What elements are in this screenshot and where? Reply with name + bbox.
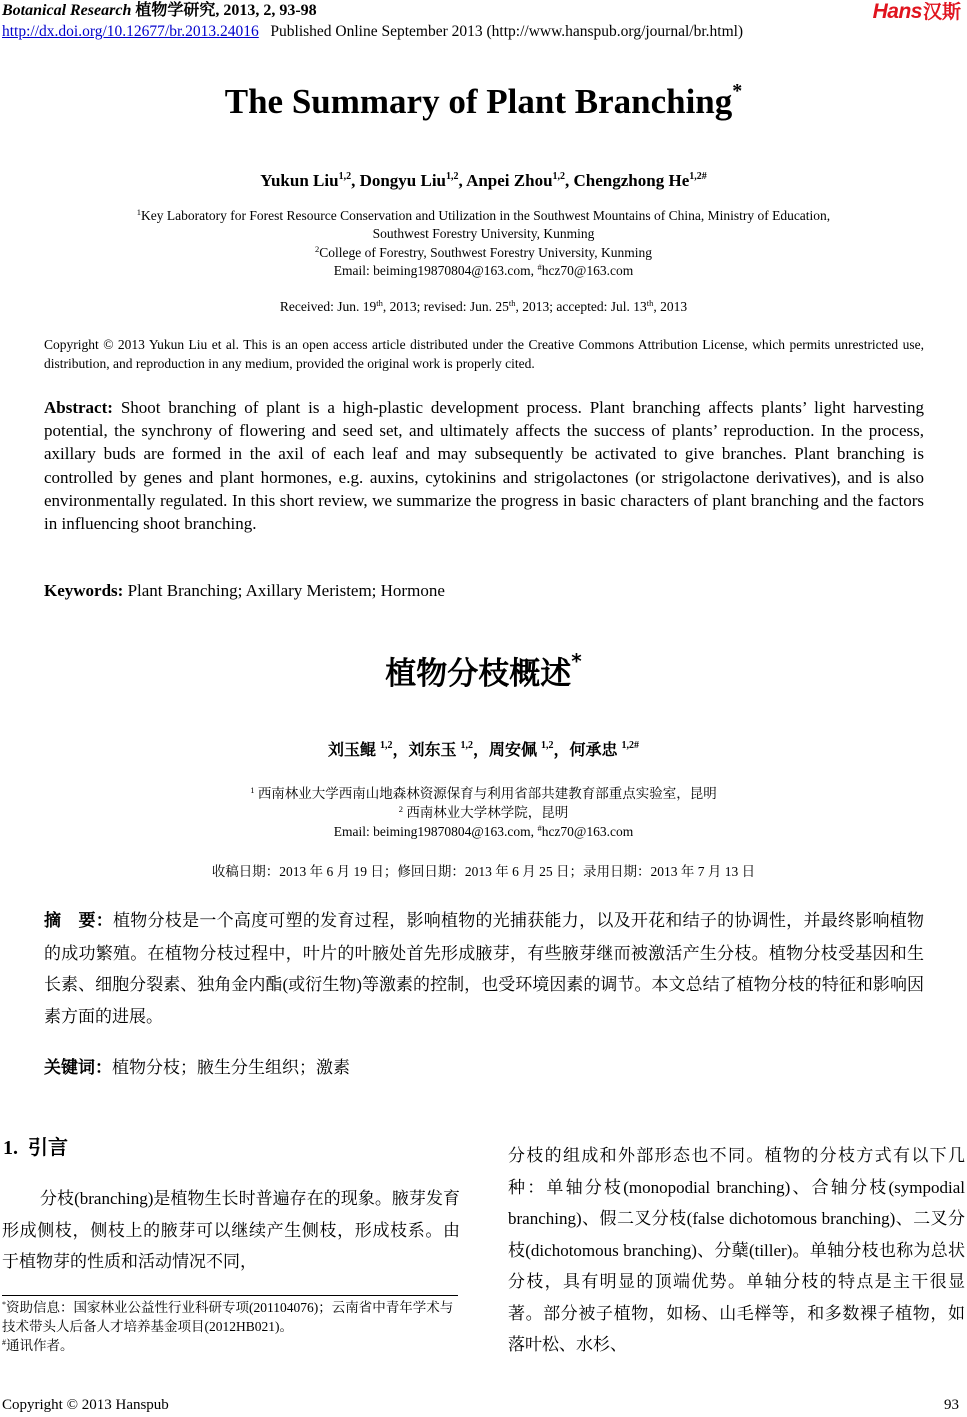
keywords-text: Plant Branching; Axillary Meristem; Hormone xyxy=(127,581,445,600)
affiliation: Southwest Forestry University, Kunming xyxy=(372,226,595,242)
footnote-corresponding: #通讯作者。 xyxy=(2,1338,74,1353)
footnote-funding: *资助信息：国家林业公益性行业科研专项(201104076)；云南省中青年学术与技术带头人后备人才培养基金项目(2012HB021)。 xyxy=(2,1300,454,1334)
doi-link[interactable]: http://dx.doi.org/10.12677/br.2013.24016 xyxy=(2,23,259,40)
body-right-column: 分枝的组成和外部形态也不同。植物的分枝方式有以下几种：单轴分枝(monopodial branching)、合轴分枝(sympodial branching)、假二叉分枝(false dichotomous branching)、二叉分枝(dichotomous branching)、分蘖(tiller)。单轴分枝也称为总状分枝，具有明显的顶端优势。单轴分枝的特点是主干很显著。部分被子植物，如杨、山毛榉等，和多数裸子植物，如落叶松、水杉、 xyxy=(508,1146,965,1354)
abstract-text: Shoot branching of plant is a high-plastic development process. Plant branching affects plants’ light harvesting potential, the synchrony of flowering and seed set, and ultimately affects the success of plants’ reproduction. In the process, axillary buds are formed in the axil of each leaf and may subsequently be activated to give branches. Plant branching is controlled by genes and plant hormones, e.g. auxins, cytokinins and strigolactones (or strigolactone derivatives), and is also environmentally regulated. In this short review, we summarize the progress in basic characters of plant branching and the factors in influencing shoot branching. xyxy=(44,398,924,534)
abstract-label: 摘 要： xyxy=(44,911,114,931)
english-abstract xyxy=(44,396,924,535)
abstract-text: 植物分枝是一个高度可塑的发育过程，影响植物的光捕获能力，以及开花和结子的协调性，并最终影响植物的成功繁殖。在植物分枝过程中，叶片的叶腋处首先形成腋芽，有些腋芽继而被激活产生分枝。植物分枝受基因和生长素、细胞分裂素、独角金内酯(或衍生物)等激素的控制，也受环境因素的调节。本文总结了植物分枝的特征和影响因素方面的进展。 xyxy=(44,911,925,1026)
affiliation: $^1$Key Laboratory for Forest Resource Conservation and Utilization in the Southwest Mountains of China, Ministry of Education, xyxy=(136,207,831,223)
footer-copyright: Copyright © 2013 Hanspub xyxy=(2,1397,169,1413)
journal-info: 植物学研究, 2013, 2, 93-98 xyxy=(135,2,317,19)
author: 刘东玉 $^{1,2}$， xyxy=(408,740,489,759)
english-dates: Received: Jun. 19th, 2013; revised: Jun. 25th, 2013; accepted: Jul. 13th, 2013 xyxy=(279,298,688,314)
affiliation: $^2$ 西南林业大学林学院，昆明 xyxy=(398,804,569,821)
author: 周安佩 $^{1,2}$， xyxy=(489,740,570,759)
affiliation: $^1$ 西南林业大学西南山地森林资源保育与利用省部共建教育部重点实验室，昆明 xyxy=(250,785,717,801)
keywords-text: 植物分枝；腋生分生组织；激素 xyxy=(112,1058,350,1077)
copyright-notice: Copyright © 2013 Yukun Liu et al. This is an open access article distributed under the Creative Commons Attribution License, which permits unrestricted use, distribution, and reproduction in any medium, provided the original work is properly cited. xyxy=(44,337,924,371)
english-title: The Summary of Plant Branching* xyxy=(224,80,743,121)
chinese-authors xyxy=(0,740,967,762)
chinese-keywords xyxy=(44,1057,350,1079)
english-affiliations xyxy=(0,207,967,280)
body-left-column: 分枝(branching)是植物生长时普遍存在的现象。腋芽发育形成侧枝，侧枝上的腋芽可以继续产生侧枝，形成枝系。由于植物芽的性质和活动情况不同， xyxy=(2,1189,460,1271)
title-footnote-mark: * xyxy=(732,80,743,102)
author: Chengzhong $He^{1,2\#}$ xyxy=(573,171,707,190)
chinese-abstract xyxy=(44,905,924,1032)
footnote-divider xyxy=(2,1295,458,1296)
english-authors xyxy=(0,170,967,192)
publication-line xyxy=(2,22,743,42)
english-keywords xyxy=(44,580,924,602)
footnotes xyxy=(2,1298,462,1355)
author: 刘玉鲲 $^{1,2}$， xyxy=(327,740,409,759)
page-number: 93 xyxy=(944,1397,959,1413)
title-footnote-mark: * xyxy=(571,649,582,673)
section-title: 引言 xyxy=(28,1135,68,1159)
author: Yukun Liu$^{1,2}$, xyxy=(260,171,360,190)
published-online: Published Online September 2013 (http://www.hanspub.org/journal/br.html) xyxy=(270,23,744,40)
author: Dongyu Liu$^{1,2}$, xyxy=(359,171,467,190)
abstract-label: Abstract: xyxy=(44,398,113,417)
affiliation: $^2$College of Forestry, Southwest Forestry University, Kunming xyxy=(315,243,652,260)
keywords-label: 关键词： xyxy=(44,1058,112,1078)
keywords-label: Keywords: xyxy=(44,581,124,600)
author: 何承忠 $^{1,2\#}$ xyxy=(569,740,640,759)
journal-name: Botanical Research xyxy=(2,2,132,19)
chinese-dates: 收稿日期：2013 年 6 月 19 日；修回日期：2013 年 6 月 25 日；录用日期：2013 年 7 月 13 日 xyxy=(211,864,756,879)
journal-header xyxy=(2,1,317,21)
publisher-logo xyxy=(873,1,961,25)
email-line: Email: beiming19870804@163.com, #hcz70@163.com xyxy=(333,261,634,278)
logo-chinese: 汉斯 xyxy=(922,2,961,23)
email-line: Email: beiming19870804@163.com, #hcz70@163.com xyxy=(333,823,634,840)
section-heading xyxy=(3,1133,68,1162)
logo-latin: Hans xyxy=(872,0,922,23)
chinese-title: 植物分枝概述* xyxy=(385,649,582,692)
section-number: 1. xyxy=(3,1137,18,1159)
author: Anpei Zhou$^{1,2}$, xyxy=(466,171,574,190)
chinese-affiliations xyxy=(0,784,967,842)
